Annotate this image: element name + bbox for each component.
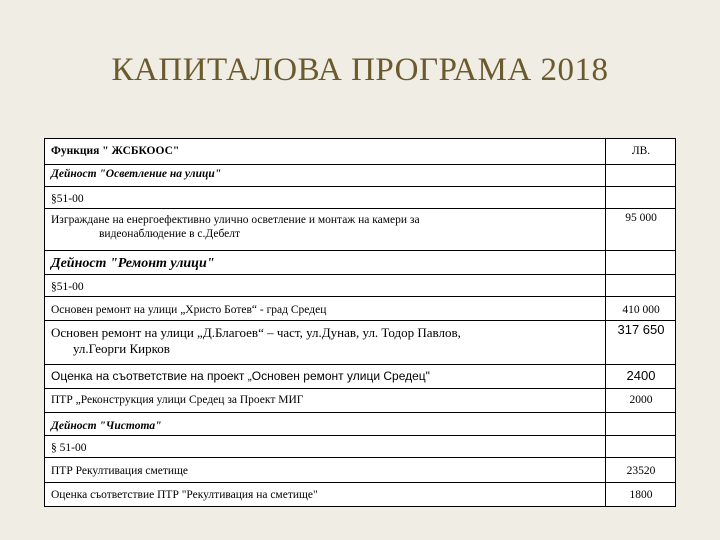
- table-row: [45, 165, 676, 187]
- item-description: ПТР „Реконструкция улици Средец за Проект МИГ: [45, 389, 606, 413]
- amount-cell: [606, 251, 676, 275]
- table-row: [45, 413, 676, 436]
- table-row: [45, 436, 676, 458]
- item-description: [45, 321, 606, 365]
- amount-cell: 2400: [606, 365, 676, 389]
- amount-cell: [606, 436, 676, 458]
- unit-header: ЛВ.: [606, 139, 676, 165]
- table-row: [45, 297, 676, 321]
- amount-cell: 410 000: [606, 297, 676, 321]
- item-line-2: ул.Георги Кирков: [73, 341, 170, 356]
- table-row: [45, 365, 676, 389]
- table-row: [45, 321, 676, 365]
- amount-cell: 1800: [606, 483, 676, 507]
- amount-cell: [606, 275, 676, 297]
- item-line-1: Основен ремонт на улици „Д.Благоев“ – част, ул.Дунав, ул. Тодор Павлов,: [51, 325, 461, 340]
- table-row: [45, 187, 676, 209]
- table-header-row: [45, 139, 676, 165]
- item-description: Оценка на съответствие на проект „Основен ремонт улици Средец": [45, 365, 606, 389]
- table-row: [45, 209, 676, 251]
- activity-heading: Дейност "Ремонт улици": [45, 251, 606, 275]
- activity-heading: Дейност "Осветление на улици": [45, 165, 606, 187]
- item-description: Основен ремонт на улици „Христо Ботев“ - град Средец: [45, 297, 606, 321]
- amount-cell: 23520: [606, 458, 676, 483]
- amount-cell: [606, 165, 676, 187]
- item-line-2: видеонаблюдение в с.Дебелт: [99, 228, 241, 240]
- item-description: ПТР Рекултивация сметище: [45, 458, 606, 483]
- amount-cell: 95 000: [606, 209, 676, 251]
- amount-cell: [606, 413, 676, 436]
- table-row: [45, 251, 676, 275]
- paragraph-code: §51-00: [45, 187, 606, 209]
- item-line-1: Изграждане на енергоефективно улично осветление и монтаж на камери за: [51, 214, 420, 226]
- table-row: [45, 458, 676, 483]
- function-header: Функция " ЖСБКООС": [45, 139, 606, 165]
- page-title: КАПИТАЛОВА ПРОГРАМА 2018: [111, 52, 609, 88]
- paragraph-code: § 51-00: [45, 436, 606, 458]
- amount-cell: 317 650: [606, 321, 676, 365]
- amount-cell: [606, 187, 676, 209]
- item-description: [45, 209, 606, 251]
- table-row: [45, 389, 676, 413]
- item-description: Оценка съответствие ПТР "Рекултивация на сметище": [45, 483, 606, 507]
- table-row: [45, 483, 676, 507]
- amount-cell: 2000: [606, 389, 676, 413]
- activity-heading: Дейност "Чистота": [45, 413, 606, 436]
- table-row: [45, 275, 676, 297]
- budget-table: [44, 138, 676, 507]
- paragraph-code: §51-00: [45, 275, 606, 297]
